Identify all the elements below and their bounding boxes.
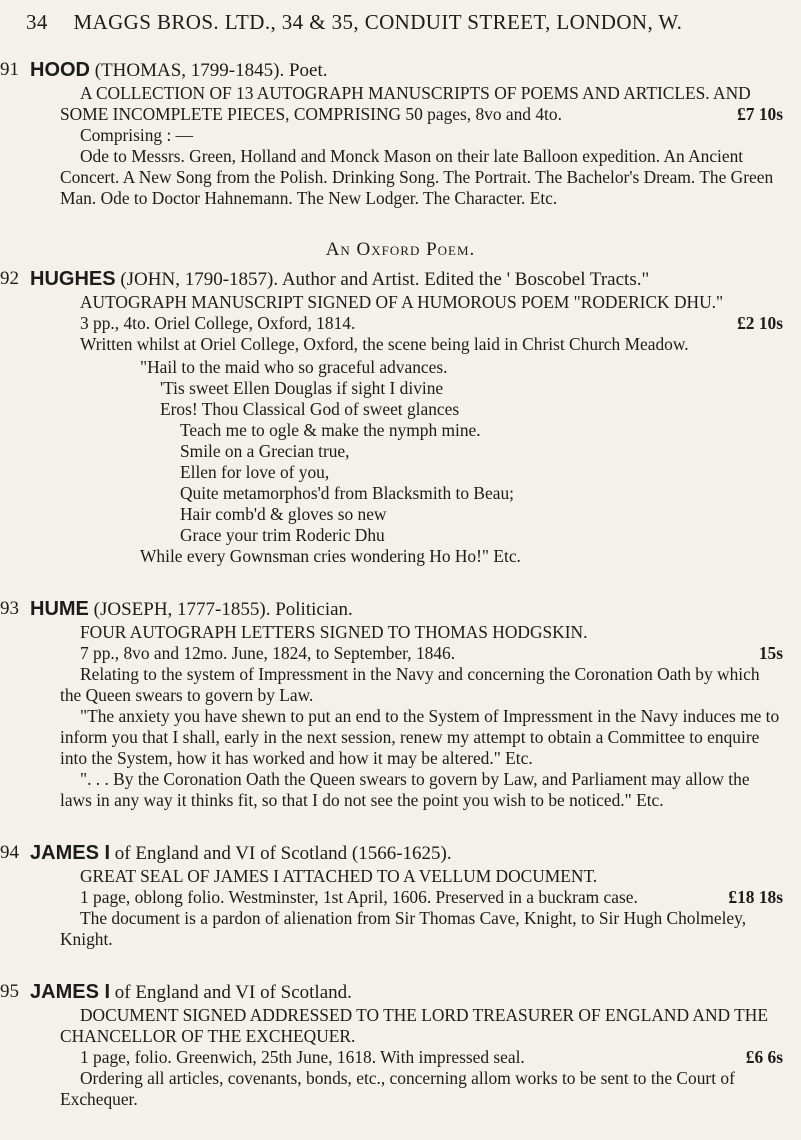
entry-92	[0, 267, 801, 567]
entry-title: A COLLECTION OF 13 AUTOGRAPH MANUSCRIPTS OF POEMS AND ARTICLES. AND SOME INCOMPLETE PIECES, COMPRISING 50 pages, 8vo and 4to. £7 10s	[60, 83, 783, 124]
entry-heading	[0, 267, 801, 292]
entry-note: Ordering all articles, covenants, bonds, etc., concerning allom works to be sent to the Court of Exchequer.	[60, 1068, 735, 1109]
poem-line: Quite metamorphos'd from Blacksmith to Beau;	[180, 483, 514, 503]
page-header	[26, 10, 786, 35]
entry-number: 92	[0, 268, 19, 289]
entry-price: £2 10s	[737, 313, 783, 333]
entry-description: (THOMAS, 1799-1845). Poet.	[94, 60, 328, 81]
catalogue-entries	[0, 58, 801, 1140]
entry-detail: 1 page, oblong folio. Westminster, 1st April, 1606. Preserved in a buckram case. £18 18s	[80, 887, 783, 907]
entry-91	[0, 58, 801, 209]
page-number: 34	[26, 10, 48, 34]
entry-title: AUTOGRAPH MANUSCRIPT SIGNED OF A HUMOROUS POEM "RODERICK DHU."	[80, 292, 724, 312]
entry-price: £18 18s	[728, 887, 783, 907]
entry-93	[0, 597, 801, 811]
entry-price: 15s	[758, 643, 783, 663]
poem-line: Grace your trim Roderic Dhu	[180, 525, 385, 545]
entry-heading	[0, 980, 801, 1005]
poem-line: Eros! Thou Classical God of sweet glances	[160, 399, 460, 419]
entry-quote: "The anxiety you have shewn to put an end to the System of Impressment in the Navy induces me to inform you that I shall, early in the next session, renew my attempt to obtain a Committee to enquire into the System, how it has worked and how it may be altered." Etc.	[60, 706, 780, 768]
poem-line: Ellen for love of you,	[180, 462, 330, 482]
poem-line: Hair comb'd & gloves so new	[180, 504, 387, 524]
entry-number: 93	[0, 598, 19, 619]
entry-note: Written whilst at Oriel College, Oxford, the scene being laid in Christ Church Meadow.	[80, 334, 689, 354]
entry-number: 95	[0, 981, 19, 1002]
entry-note: The document is a pardon of alienation from Sir Thomas Cave, Knight, to Sir Hugh Cholmeley, Knight.	[60, 908, 747, 949]
entry-95	[0, 980, 801, 1110]
poem-line: Smile on a Grecian true,	[180, 441, 350, 461]
entry-description: of England and VI of Scotland (1566-1625).	[114, 843, 452, 864]
entry-title: FOUR AUTOGRAPH LETTERS SIGNED TO THOMAS HODGSKIN.	[80, 622, 588, 642]
entry-description: (JOSEPH, 1777-1855). Politician.	[93, 599, 353, 620]
entry-number: 94	[0, 842, 19, 863]
entry-heading	[0, 58, 801, 83]
entry-name: HOOD	[30, 59, 90, 81]
entry-94	[0, 841, 801, 950]
poem-excerpt	[60, 357, 783, 567]
entry-contents: Ode to Messrs. Green, Holland and Monck Mason on their late Balloon expedition. An Ancient Concert. A New Song from the Polish. Drinking Song. The Portrait. The Bachelor's Dream. The Green Man. Ode to Doctor Hahnemann. The New Lodger. The Character. Etc.	[60, 146, 774, 208]
entry-detail: 1 page, folio. Greenwich, 25th June, 1618. With impressed seal. £6 6s	[80, 1047, 783, 1067]
entry-quote: ". . . By the Coronation Oath the Queen swears to govern by Law, and Parliament may allow the laws in any way it thinks fit, so that I do not see the point you wish to be noticed." Etc.	[60, 769, 750, 810]
entry-description: (JOHN, 1790-1857). Author and Artist. Edited the ' Boscobel Tracts."	[120, 269, 650, 290]
entry-number: 91	[0, 59, 19, 80]
section-heading: An Oxford Poem.	[325, 239, 476, 260]
poem-line: 'Tis sweet Ellen Douglas if sight I divine	[160, 378, 444, 398]
poem-line: While every Gownsman cries wondering Ho Ho!" Etc.	[140, 546, 521, 566]
entry-price: £6 6s	[745, 1047, 783, 1067]
entry-title: GREAT SEAL OF JAMES I ATTACHED TO A VELLUM DOCUMENT.	[80, 866, 598, 886]
entry-detail: 7 pp., 8vo and 12mo. June, 1824, to September, 1846. 15s	[80, 643, 783, 663]
entry-title: DOCUMENT SIGNED ADDRESSED TO THE LORD TREASURER OF ENGLAND AND THE CHANCELLOR OF THE EXCHEQUER.	[60, 1005, 768, 1046]
entry-name: JAMES I	[30, 981, 111, 1003]
entry-name: HUME	[30, 598, 89, 620]
entry-price: £7 10s	[737, 104, 783, 124]
entry-heading	[0, 841, 801, 866]
entry-heading	[0, 597, 801, 622]
header-text: MAGGS BROS. LTD., 34 & 35, CONDUIT STREET, LONDON, W.	[73, 10, 683, 34]
entry-description: of England and VI of Scotland.	[114, 982, 352, 1003]
poem-line: "Hail to the maid who so graceful advances.	[140, 357, 448, 377]
entry-name: JAMES I	[30, 842, 111, 864]
entry-detail: 3 pp., 4to. Oriel College, Oxford, 1814. £2 10s	[80, 313, 783, 333]
entry-name: HUGHES	[30, 268, 116, 290]
poem-line: Teach me to ogle & make the nymph mine.	[180, 420, 481, 440]
entry-comprising: Comprising : —	[80, 125, 194, 145]
entry-note: Relating to the system of Impressment in the Navy and concerning the Coronation Oath by which the Queen swears to govern by Law.	[60, 664, 760, 705]
